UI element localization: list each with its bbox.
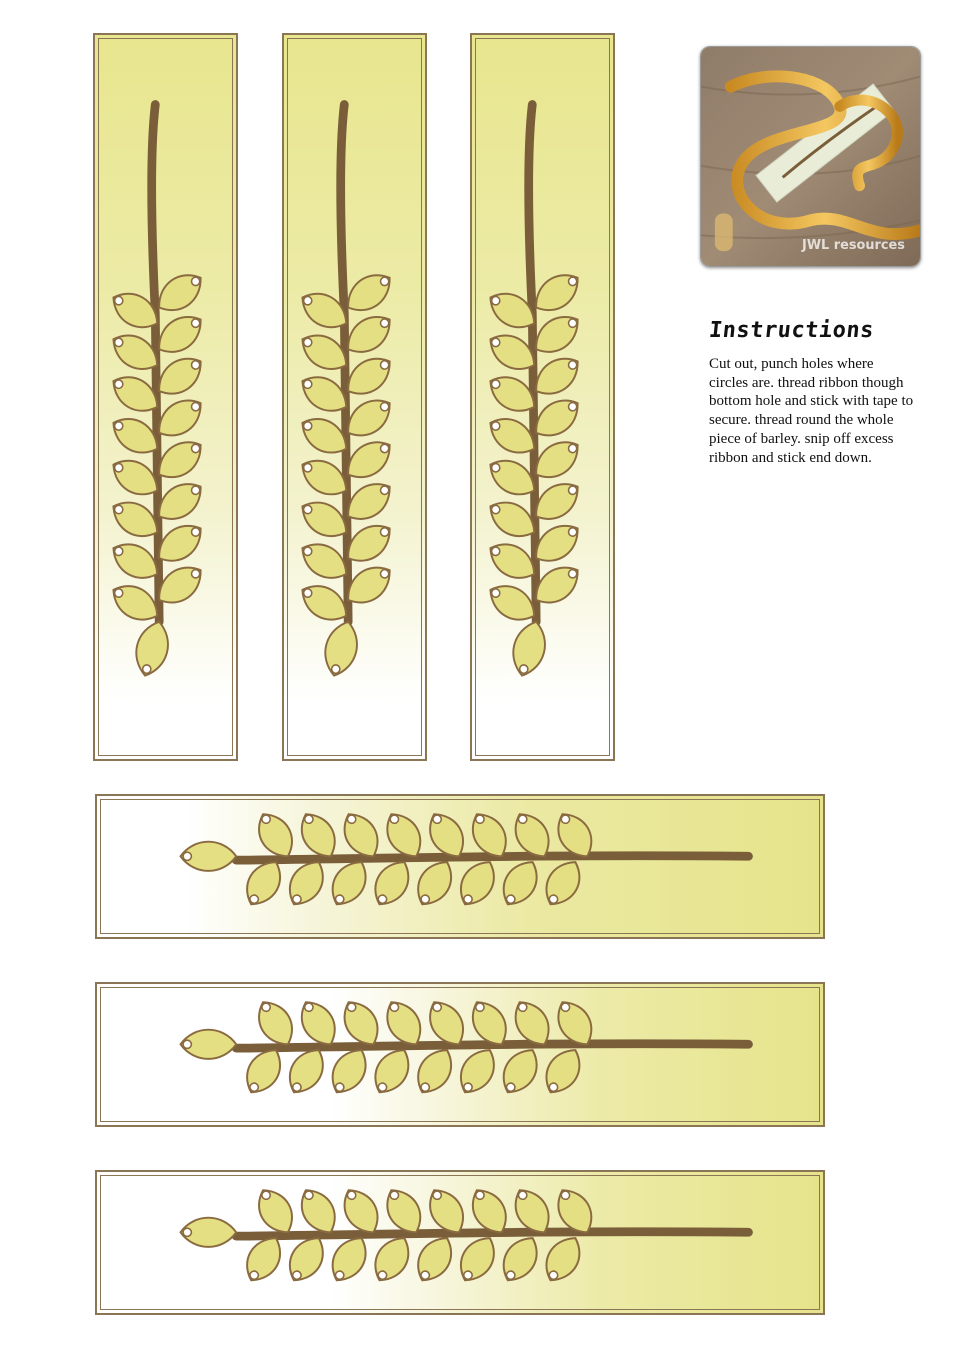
barley-grain xyxy=(367,1231,418,1288)
barley-grain xyxy=(409,1043,460,1100)
barley-grain xyxy=(409,1231,460,1288)
horizontal-bookmark-3 xyxy=(95,1170,825,1315)
ribbon-bookmark-photo xyxy=(701,47,920,266)
barley-grain xyxy=(452,1043,503,1100)
vertical-bookmark-1 xyxy=(93,33,238,761)
barley-grain xyxy=(367,1043,418,1100)
barley-grain xyxy=(181,1218,237,1247)
barley-stem xyxy=(236,1232,748,1236)
barley-grain xyxy=(324,1043,375,1100)
barley-grain xyxy=(452,855,503,912)
barley-grain xyxy=(538,855,589,912)
barley-stem xyxy=(236,1044,748,1048)
barley-grain xyxy=(367,855,418,912)
photo-watermark: JWL resources xyxy=(802,238,905,254)
barley-grain xyxy=(495,1231,546,1288)
barley-grain xyxy=(409,855,460,912)
vertical-bookmark-3 xyxy=(470,33,615,761)
barley-stem xyxy=(236,856,748,860)
barley-grain xyxy=(495,1043,546,1100)
barley-grain xyxy=(538,1231,589,1288)
barley-grain xyxy=(507,618,551,680)
punch-hole xyxy=(183,1040,191,1048)
barley-illustration xyxy=(284,35,425,759)
barley-grain xyxy=(324,1231,375,1288)
vertical-bookmark-2 xyxy=(282,33,427,761)
punch-hole xyxy=(183,1228,191,1236)
barley-grain xyxy=(181,1030,237,1059)
example-photo xyxy=(700,46,921,267)
barley-grain xyxy=(181,842,237,871)
barley-grain xyxy=(452,1231,503,1288)
barley-grain xyxy=(324,855,375,912)
instructions-body: Cut out, punch holes where circles are. thread ribbon though bottom hole and stick with tape to secure. thread round the whole piece of barley. snip off excess ribbon and stick end down. xyxy=(709,356,914,466)
barley-grain xyxy=(319,618,363,680)
barley-illustration xyxy=(97,984,823,1125)
instructions-title: Instructions xyxy=(707,318,876,343)
barley-illustration xyxy=(97,796,823,937)
barley-grain xyxy=(538,1043,589,1100)
horizontal-bookmark-2 xyxy=(95,982,825,1127)
barley-grain xyxy=(130,618,174,680)
barley-illustration xyxy=(97,1172,823,1313)
barley-grain xyxy=(495,855,546,912)
barley-illustration xyxy=(472,35,613,759)
punch-hole xyxy=(183,852,191,860)
horizontal-bookmark-1 xyxy=(95,794,825,939)
barley-illustration xyxy=(95,35,236,759)
